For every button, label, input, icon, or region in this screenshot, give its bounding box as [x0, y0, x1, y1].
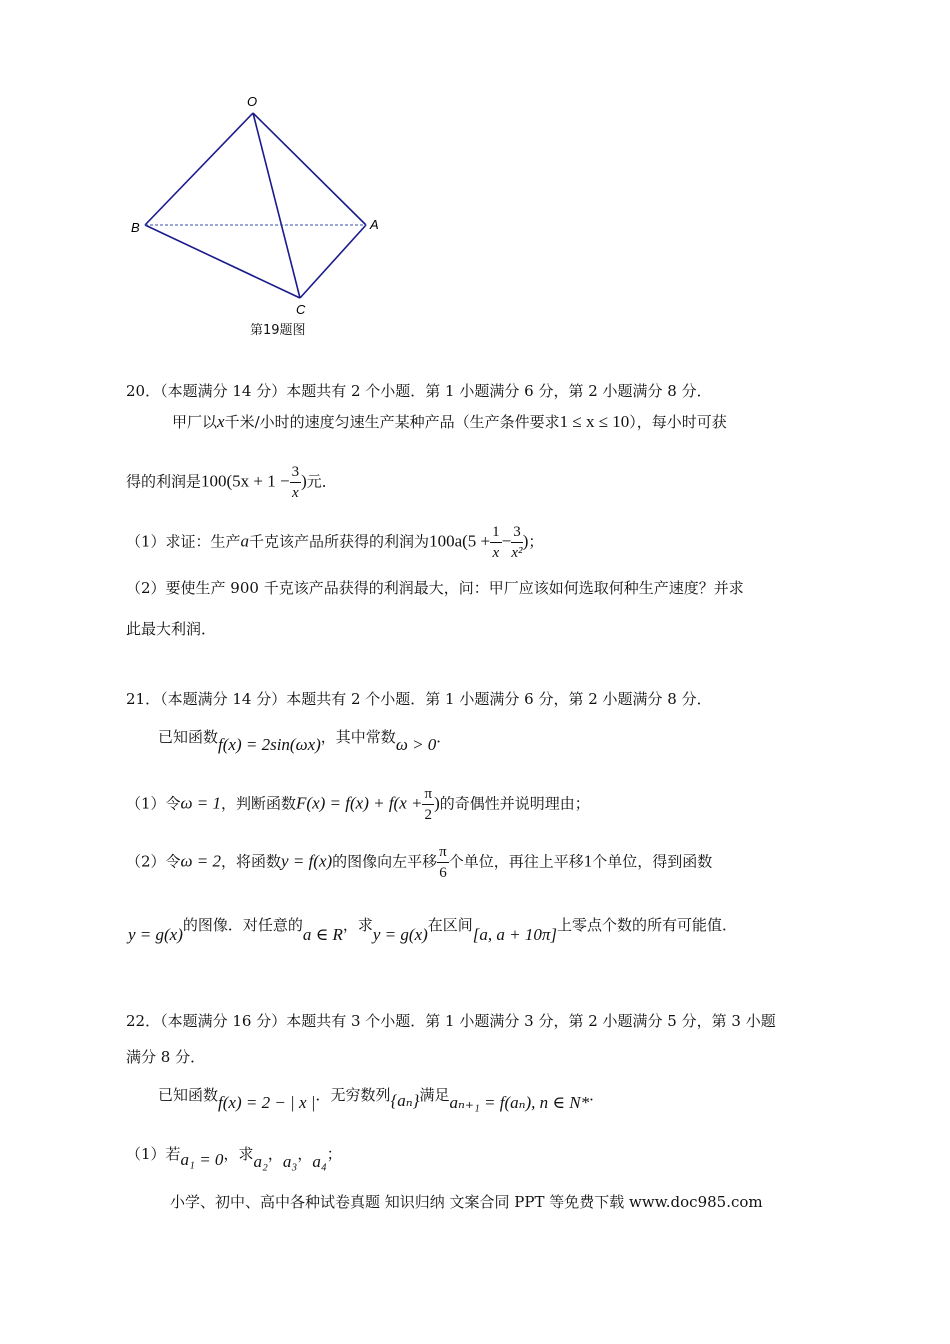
q21-stem-text-a: 已知函数 [158, 728, 219, 746]
q21-stem [158, 726, 452, 754]
q22-stem-function: f(x) = 2 − | x | [218, 1093, 316, 1112]
q20-part2-line2: 此最大利润． [126, 620, 217, 638]
q21-p2-interval: [a, a + 10π] [472, 925, 558, 944]
q22-p1-end: ； [326, 1145, 342, 1163]
q21-p1-omega: ω = 1 [180, 793, 222, 813]
q20-part2-line1: （2）要使生产 900 千克该产品获得的利润最大，问：甲厂应该如何选取何种生产速度？并求 [126, 579, 744, 597]
q21-p2-text-f: 的图像．对任意的 [182, 916, 303, 934]
q21-p2-text-b: ，将函数 [221, 852, 282, 871]
q20-stem-text-a: 甲厂以 [172, 413, 218, 431]
q22-p1-sep2: ， [297, 1145, 313, 1163]
q20-profit [126, 462, 337, 503]
q21-p1-frac-den: 2 [424, 807, 433, 823]
q21-part1 [126, 784, 590, 825]
vertex-label-C: C [296, 302, 306, 317]
q20-stem-x: x [217, 412, 225, 431]
edge-OC [253, 113, 300, 298]
q21-p1-text-c: 的奇偶性并说明理由； [439, 794, 590, 813]
q21-stem-function: f(x) = 2sin(ωx) [218, 735, 321, 754]
q21-p1-text-b: ，判断函数 [221, 794, 297, 813]
q20-p1-frac2-den: x² [511, 545, 523, 561]
q21-p2-one: 1 [583, 851, 593, 871]
q21-stem-omega: ω > 0 [395, 735, 437, 754]
q20-stem-text-c: ），每小时可获 [629, 413, 727, 431]
q20-p1-frac1-num: 1 [490, 522, 502, 543]
q21-p2-text-e: 个单位，得到函数 [592, 852, 713, 871]
q21-part2-line2 [128, 914, 738, 944]
q22-stem-end: ． [589, 1086, 605, 1104]
q20-p1-fraction-2 [511, 522, 523, 563]
q22-stem [158, 1084, 605, 1112]
q22-p1-a3: a₃ [282, 1152, 298, 1171]
q22-stem-sequence: {aₙ} [390, 1091, 420, 1110]
q20-profit-fraction [290, 462, 302, 503]
q21-p2-text-c: 的图像向左平移 [332, 852, 438, 871]
page-footer: 小学、初中、高中各种试卷真题 知识归纳 文案合同 PPT 等免费下载 www.doc985.com [170, 1193, 763, 1211]
q21-p2-text-j: 上零点个数的所有可能值． [557, 916, 738, 934]
q20-profit-expr-pre: 100(5x + 1 − [201, 471, 290, 491]
vertex-label-A: A [370, 217, 379, 232]
q22-p1-a2: a₂ [253, 1152, 268, 1171]
q20-stem [172, 411, 727, 433]
q20-stem-condition: 1 ≤ x ≤ 10 [559, 412, 630, 431]
q21-header: 21．（本题满分 14 分）本题共有 2 个小题．第 1 小题满分 6 分，第 2 小题满分 8 分． [126, 690, 712, 708]
q21-p1-expr-post: ) [434, 793, 440, 813]
q20-p1-frac1-den: x [492, 545, 500, 561]
edge-BC [145, 225, 300, 298]
q22-header-line1: 22．（本题满分 16 分）本题共有 3 个小题．第 1 小题满分 3 分，第 2 小题满分 5 分，第 3 小题 [126, 1012, 776, 1030]
vertex-label-O: O [247, 94, 258, 109]
edge-OA [253, 113, 366, 225]
q22-stem-text-c: 满足 [419, 1086, 450, 1104]
q21-p2-y-g-2: y = g(x) [372, 925, 428, 944]
q20-profit-text-b: 元． [306, 472, 337, 491]
q22-p1-sep1: ， [267, 1145, 283, 1163]
q22-header-line2: 满分 8 分． [126, 1048, 206, 1066]
edge-AC [300, 225, 366, 298]
q22-p1-a4: a₄ [312, 1152, 327, 1171]
q22-stem-text-b: ．无穷数列 [315, 1086, 391, 1104]
q20-p1-minus: − [501, 531, 512, 551]
q20-profit-frac-den: x [292, 485, 299, 501]
q20-p1-text-a: （1）求证：生产 [126, 532, 241, 551]
edge-OB [145, 113, 253, 225]
q20-p1-end: ； [528, 532, 544, 551]
q20-part1 [126, 522, 543, 563]
q20-header: 20．（本题满分 14 分）本题共有 2 个小题．第 1 小题满分 6 分，第 2 小题满分 8 分． [126, 382, 712, 400]
q20-p1-var: a [240, 531, 250, 551]
q21-p1-fraction [422, 784, 434, 825]
q21-stem-text-b: ，其中常数 [320, 728, 396, 746]
q22-stem-text-a: 已知函数 [158, 1086, 219, 1104]
figure-caption: 第19题图 [250, 323, 306, 338]
q20-p1-fraction-1 [490, 522, 502, 563]
q20-p1-expr-pre: 100a(5 + [429, 531, 491, 551]
q21-p1-frac-num: π [422, 784, 434, 805]
q21-p2-text-a: （2）令 [126, 852, 181, 871]
q22-stem-recurrence: aₙ₊₁ = f(aₙ), n ∈ N* [449, 1093, 590, 1112]
q22-part1 [126, 1143, 342, 1171]
q21-p2-y-f: y = f(x) [281, 851, 333, 871]
q22-p1-text-b: ，求 [223, 1145, 254, 1163]
q20-profit-text-a: 得的利润是 [126, 472, 202, 491]
q20-profit-frac-num: 3 [290, 462, 302, 483]
tetrahedron-figure [120, 90, 400, 350]
q21-p2-frac-den: 6 [439, 865, 447, 881]
q21-p2-frac-num: π [437, 842, 449, 863]
q21-stem-end: ． [436, 728, 452, 746]
q21-p2-text-i: 在区间 [427, 916, 473, 934]
q21-p2-y-g: y = g(x) [128, 925, 183, 944]
q21-p2-text-d: 个单位，再往上平移 [448, 852, 584, 871]
q20-stem-text-b: 千米/小时的速度匀速生产某种产品（生产条件要求 [224, 413, 560, 431]
q21-p2-fraction [437, 842, 449, 883]
q20-p1-frac2-num: 3 [511, 522, 523, 543]
q21-part2-line1 [126, 842, 712, 883]
q22-p1-condition: a₁ = 0 [180, 1150, 224, 1169]
q21-p1-expr-pre: F(x) = f(x) + f(x + [296, 793, 423, 813]
q21-p2-text-h: ，求 [342, 916, 373, 934]
vertex-label-B: B [131, 220, 140, 235]
q21-p1-text-a: （1）令 [126, 794, 181, 813]
q21-p2-omega: ω = 2 [180, 851, 222, 871]
q22-p1-text-a: （1）若 [126, 1145, 181, 1163]
q20-profit-expr-post: ) [301, 471, 307, 491]
q20-p1-expr-post: ) [522, 531, 529, 551]
q20-p1-text-b: 千克该产品所获得的利润为 [249, 532, 430, 551]
q21-p2-aR: a ∈ R [302, 925, 343, 944]
